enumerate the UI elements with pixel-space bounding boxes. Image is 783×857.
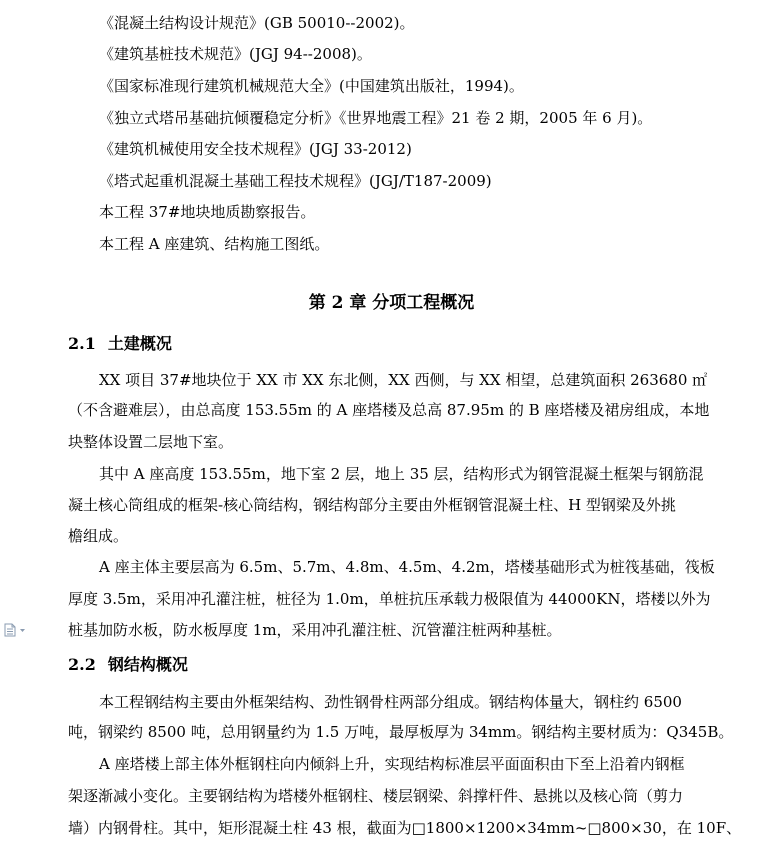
reference-item: 本工程 A 座建筑、结构施工图纸。: [99, 235, 330, 253]
paragraph-line: 架逐渐减小变化。主要钢结构为塔楼外框钢柱、楼层钢梁、斜撑杆件、悬挑以及核心筒（剪力: [68, 787, 684, 805]
paragraph-line: 桩基加防水板，防水板厚度 1m，采用冲孔灌注桩、沉管灌注桩两种基桩。: [68, 621, 562, 639]
reference-item: 《独立式塔吊基础抗倾覆稳定分析》《世界地震工程》21 卷 2 期，2005 年 6 月)。: [99, 109, 653, 127]
section-number: 2.1: [68, 334, 96, 353]
paragraph-line: （不含避难层），由总高度 153.55m 的 A 座塔楼及总高 87.95m 的 B 座塔楼及裙房组成，本地: [68, 401, 710, 419]
paragraph-line: 本工程钢结构主要由外框架结构、劲性钢骨柱两部分组成。钢结构体量大，钢柱约 6500: [99, 693, 682, 711]
section-title: 钢结构概况: [107, 655, 188, 674]
document-comment-icon[interactable]: [3, 622, 29, 636]
paragraph-line: 块整体设置二层地下室。: [68, 433, 234, 451]
paragraph-line: A 座塔楼上部主体外框钢柱向内倾斜上升，实现结构标准层平面面积由下至上沿着内钢框: [99, 755, 685, 773]
section-number: 2.2: [68, 655, 96, 674]
document-comment-icon-graphic: [3, 623, 29, 637]
chapter-title: 第 2 章 分项工程概况: [308, 293, 475, 313]
paragraph-line: 凝土核心筒组成的框架-核心筒结构，钢结构部分主要由外框钢管混凝土柱、H 型钢梁及外挑: [68, 496, 676, 514]
paragraph-line: A 座主体主要层高为 6.5m、5.7m、4.8m、4.5m、4.2m，塔楼基础形式为桩筏基础，筏板: [99, 558, 715, 576]
reference-item: 《国家标准现行建筑机械规范大全》(中国建筑出版社，1994)。: [99, 77, 524, 95]
reference-item: 《混凝土结构设计规范》(GB 50010--2002)。: [99, 14, 415, 32]
paragraph-line: 厚度 3.5m，采用冲孔灌注桩，桩径为 1.0m，单桩抗压承载力极限值为 44000KN，塔楼以外为: [68, 590, 711, 608]
section-title: 土建概况: [107, 334, 172, 353]
paragraph-line: 其中 A 座高度 153.55m，地下室 2 层，地上 35 层，结构形式为钢管混凝土框架与钢筋混: [99, 465, 704, 483]
reference-item: 《塔式起重机混凝土基础工程技术规程》(JGJ/T187-2009): [99, 172, 492, 190]
section-heading-2-1: [68, 333, 172, 355]
paragraph-line: 墙）内钢骨柱。其中，矩形混凝土柱 43 根，截面为□1800×1200×34mm~□800×30，在 10F、: [68, 819, 742, 837]
paragraph-line: 吨，钢梁约 8500 吨，总用钢量约为 1.5 万吨，最厚板厚为 34mm。钢结构主要材质为：Q345B。: [68, 723, 734, 741]
reference-item: 《建筑基桩技术规范》(JGJ 94--2008)。: [99, 45, 372, 63]
paragraph-line: 檐组成。: [68, 527, 129, 545]
reference-item: 本工程 37#地块地质勘察报告。: [99, 203, 316, 221]
section-heading-2-2: [68, 654, 188, 676]
reference-item: 《建筑机械使用安全技术规程》(JGJ 33-2012): [99, 140, 412, 158]
paragraph-line: XX 项目 37#地块位于 XX 市 XX 东北侧，XX 西侧，与 XX 相望，总建筑面积 263680 ㎡: [99, 371, 708, 389]
